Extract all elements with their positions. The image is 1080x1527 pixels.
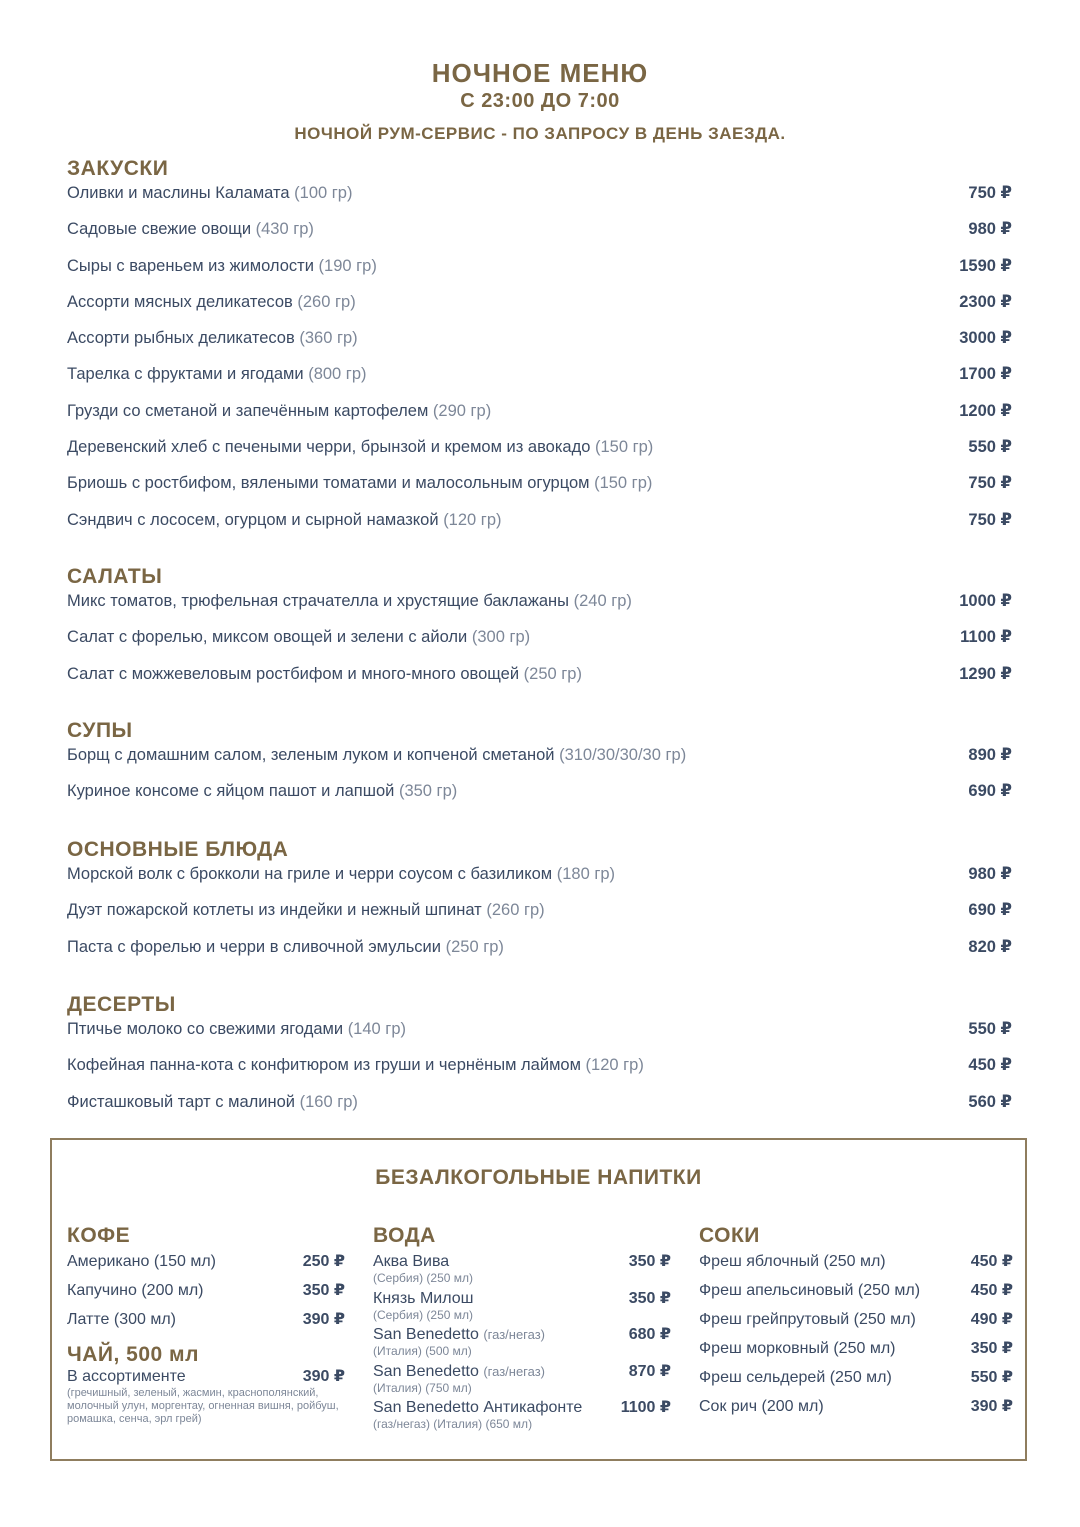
menu-item-text [67,626,530,648]
menu-item-name: Салат с форелью, миксом овощей и зелени с айоли [67,628,468,647]
menu-item-weight: (300 гр) [471,628,531,647]
juice-item-text [699,1281,920,1310]
menu-item-name: Кофейная панна-кота с конфитюром из груши и чернёным лаймом [67,1056,581,1075]
coffee-item [67,1281,345,1310]
menu-item-text [67,218,314,240]
menu-item-name: Грузди со сметаной и запечённым картофелем [67,401,429,420]
juice-volume: (250 мл) [829,1369,892,1386]
water-origin: (Италия) (750 мл) [373,1380,472,1395]
menu-item-weight: (120 гр) [443,510,502,529]
menu-item-text [67,744,686,766]
menu-item-weight: (250 гр) [445,937,504,956]
drinks-box [50,1138,1027,1461]
section-appetizers [67,156,1012,545]
menu-item-text [67,400,491,422]
menu-item-weight: (310/30/30/30 гр) [559,746,687,764]
menu-item [67,863,1012,899]
section-title: СУПЫ [67,719,133,742]
menu-item-name: Ассорти рыбных деликатесов [67,329,295,348]
juice-price: 450 ₽ [970,1253,1013,1270]
menu-item-weight: (350 гр) [398,782,458,801]
menu-item [67,1091,1012,1127]
menu-item-name: Сэндвич с лососем, огурцом и сырной намазкой [67,510,439,529]
section-main-dishes [67,837,1012,972]
tea-item [67,1367,345,1387]
juice-volume: (250 мл) [853,1311,916,1328]
juice-volume: (250 мл) [857,1282,921,1299]
menu-item-price: 550 ₽ [968,438,1012,457]
juice-name: Фреш яблочный [699,1253,820,1270]
water-item [373,1289,671,1326]
menu-item [67,626,1012,662]
water-price: 1100 ₽ [620,1399,671,1416]
water-price: 350 ₽ [628,1289,671,1307]
menu-item [67,218,1012,254]
menu-item-weight: (150 гр) [594,474,653,493]
water-item-text [373,1398,582,1418]
water-name: Князь Милош [373,1289,474,1307]
menu-item-price: 1290 ₽ [959,664,1012,683]
menu-item [67,436,1012,472]
menu-item-text [67,509,502,531]
section-salads [67,564,1012,699]
water-price: 870 ₽ [628,1362,671,1380]
menu-item-price: 1590 ₽ [959,256,1012,275]
tea-varieties: (гречишный, зеленый, жасмин, краснополянский, молочный улун, моргентау, огненная вишня, ройбуш, ромашка, сенча, эрл грей) [67,1387,339,1425]
water-origin: (Сербия) (250 мл) [373,1271,474,1285]
drinks-title: БЕЗАЛКОГОЛЬНЫЕ НАПИТКИ [375,1166,702,1189]
menu-item [67,291,1012,327]
juice-item [699,1310,1013,1339]
coffee-title: КОФЕ [67,1224,131,1247]
menu-item-weight: (160 гр) [299,1092,358,1111]
menu-item-weight: (140 гр) [347,1020,406,1038]
menu-item-name: Сыры с вареньем из жимолости [67,256,314,275]
section-title: ОСНОВНЫЕ БЛЮДА [67,838,289,861]
menu-item [67,936,1012,972]
menu-item [67,1054,1012,1090]
menu-item-name: Дуэт пожарской котлеты из индейки и нежный шпинат [67,901,482,920]
juices-column [699,1224,1013,1426]
water-note: (газ/негаз) [483,1327,546,1342]
menu-item-text [67,663,582,685]
menu-item-name: Морской волк с брокколи на гриле и черри соусом с базиликом [67,865,553,883]
juice-item-text [699,1310,916,1339]
menu-item-weight: (260 гр) [297,292,356,311]
tea-name: В ассортименте [67,1368,186,1385]
room-service-note: НОЧНОЙ РУМ-СЕРВИС - ПО ЗАПРОСУ В ДЕНЬ ЗАЕЗДА. [294,124,786,143]
menu-item-text [67,291,356,313]
water-item-line [373,1362,671,1382]
menu-item-price: 560 ₽ [968,1092,1012,1111]
menu-item-weight: (800 гр) [308,365,367,384]
menu-item-name: Оливки и маслины Каламата [67,184,290,202]
menu-item-name: Куриное консоме с яйцом пашот и лапшой [67,782,395,801]
menu-item [67,744,1012,780]
menu-item-price: 690 ₽ [968,782,1012,801]
juice-price: 450 ₽ [970,1282,1013,1299]
juice-name: Сок рич [699,1398,758,1415]
section-title: ДЕСЕРТЫ [67,993,176,1016]
juice-price: 490 ₽ [970,1311,1013,1328]
section-soups [67,718,1012,817]
menu-item-name: Деревенский хлеб с печеными черри, брынзой и кремом из авокадо [67,438,591,457]
menu-item [67,472,1012,508]
menu-item-weight: (360 гр) [299,329,358,348]
section-desserts [67,992,1012,1127]
juice-name: Фреш апельсиновый [699,1282,854,1299]
menu-item-text [67,436,653,458]
menu-item-text [67,182,352,204]
menu-item [67,663,1012,699]
menu-item-name: Микс томатов, трюфельная страчателла и хрустящие баклажаны [67,592,570,610]
juice-item [699,1397,1013,1426]
menu-item-price: 750 ₽ [968,474,1012,493]
coffee-tea-column [67,1224,345,1426]
juices-list [699,1252,1013,1426]
tea-title: ЧАЙ, 500 мл [67,1343,199,1366]
water-column [373,1224,671,1435]
water-name: Аква Вива [373,1253,450,1270]
menu-item-text [67,327,358,349]
menu-item [67,590,1012,626]
menu-item-price: 3000 ₽ [959,329,1012,348]
water-price: 350 ₽ [628,1253,671,1270]
juice-item [699,1368,1013,1397]
menu-item-weight: (180 гр) [556,865,616,883]
water-origin: (Сербия) (250 мл) [373,1307,474,1322]
juice-item-text [699,1368,892,1397]
menu-item-price: 690 ₽ [968,901,1012,920]
menu-item-text [67,1091,358,1113]
menu-item-name: Тарелка с фруктами и ягодами [67,365,304,384]
juice-volume: (250 мл) [823,1253,886,1270]
water-item-line [373,1398,671,1418]
menu-item-price: 980 ₽ [968,865,1012,883]
coffee-name: Американо [67,1253,150,1270]
section-title: САЛАТЫ [67,565,163,588]
water-item [373,1398,671,1435]
menu-item-price: 1200 ₽ [959,401,1012,420]
water-price: 680 ₽ [628,1326,671,1343]
juice-price: 350 ₽ [970,1340,1013,1357]
menu-item-text [67,780,457,802]
section-title: ЗАКУСКИ [67,157,169,180]
menu-item-price: 750 ₽ [968,184,1012,202]
water-item [373,1362,671,1399]
juice-item [699,1339,1013,1368]
coffee-item-text [67,1281,203,1310]
menu-item-price: 2300 ₽ [959,292,1012,311]
menu-item-text [67,863,615,885]
menu-item [67,255,1012,291]
water-origin: (Италия) (500 мл) [373,1344,472,1358]
water-item [373,1325,671,1362]
menu-item-weight: (150 гр) [595,438,654,457]
water-item-text [373,1252,449,1272]
coffee-price: 390 ₽ [302,1311,345,1328]
menu-item [67,400,1012,436]
juice-volume: (250 мл) [833,1340,896,1357]
coffee-price: 250 ₽ [302,1253,345,1270]
menu-item-name: Салат с можжевеловым ростбифом и много-много овощей [67,664,520,683]
coffee-item [67,1310,345,1339]
menu-item-text [67,1018,406,1040]
menu-item-name: Садовые свежие овощи [67,220,252,239]
tea-price: 390 ₽ [302,1368,345,1385]
water-origin: (газ/негаз) (Италия) (650 мл) [373,1417,533,1431]
menu-item-weight: (250 гр) [523,664,582,683]
menu-item-weight: (120 гр) [585,1056,644,1075]
menu-item [67,1018,1012,1054]
water-item [373,1252,671,1289]
coffee-price: 350 ₽ [302,1282,345,1299]
water-title: ВОДА [373,1224,436,1247]
menu-item-text [67,590,632,612]
water-name: San Benedetto [373,1326,479,1343]
menu-item-weight: (430 гр) [255,220,314,239]
juice-price: 550 ₽ [970,1369,1013,1386]
water-name: San Benedetto Антикафонте [373,1399,583,1416]
juice-name: Фреш грейпрутовый [699,1311,850,1328]
menu-item-text [67,255,377,277]
water-item-line [373,1252,671,1272]
menu-item-weight: (100 гр) [294,184,353,202]
menu-item [67,363,1012,399]
water-item-text [373,1325,545,1345]
menu-item-name: Бриошь с ростбифом, вялеными томатами и малосольным огурцом [67,474,590,493]
coffee-list [67,1252,345,1339]
menu-item [67,780,1012,816]
coffee-volume: (300 мл) [113,1311,177,1328]
water-list [373,1252,671,1435]
menu-item-text [67,1054,644,1076]
menu-item-weight: (290 гр) [432,401,492,420]
juice-price: 390 ₽ [970,1398,1013,1415]
water-note: (газ/негаз) [483,1363,546,1379]
menu-item-price: 550 ₽ [968,1020,1012,1038]
juices-title: СОКИ [699,1224,760,1247]
menu-item-text [67,472,652,494]
juice-name: Фреш морковный [699,1340,829,1357]
menu-item-weight: (190 гр) [318,256,377,275]
menu-item-weight: (260 гр) [486,901,545,920]
juice-volume: (200 мл) [761,1398,824,1415]
coffee-volume: (200 мл) [141,1282,204,1299]
juice-item [699,1281,1013,1310]
coffee-name: Капучино [67,1282,137,1299]
menu-item-price: 750 ₽ [968,510,1012,529]
page-title: НОЧНОЕ МЕНЮ [431,58,649,88]
water-item-text [373,1289,473,1309]
menu-item [67,899,1012,935]
menu-item-weight: (240 гр) [573,592,632,610]
menu-item-price: 820 ₽ [968,937,1012,956]
water-item-line [373,1325,671,1345]
menu-item-price: 1100 ₽ [960,628,1012,647]
water-item-text [373,1362,545,1382]
juice-name: Фреш сельдерей [699,1369,826,1386]
coffee-item [67,1252,345,1281]
menu-item-name: Борщ с домашним салом, зеленым луком и копченой сметаной [67,746,555,764]
menu-item-text [67,363,367,385]
coffee-name: Латте [67,1311,110,1328]
juice-item-text [699,1252,886,1281]
menu-item-name: Фисташковый тарт с малиной [67,1092,296,1111]
juice-item-text [699,1339,895,1368]
juice-item [699,1252,1013,1281]
juice-item-text [699,1397,824,1426]
menu-item [67,327,1012,363]
coffee-item-text [67,1252,216,1281]
menu-item-price: 980 ₽ [968,220,1012,239]
menu-item-price: 450 ₽ [968,1056,1012,1075]
coffee-volume: (150 мл) [153,1253,216,1270]
menu-item-price: 1700 ₽ [959,365,1012,384]
menu-item-name: Ассорти мясных деликатесов [67,292,293,311]
service-hours: С 23:00 ДО 7:00 [460,90,620,112]
menu-item [67,509,1012,545]
menu-item-text [67,936,504,958]
menu-item-name: Птичье молоко со свежими ягодами [67,1020,344,1038]
coffee-item-text [67,1310,176,1339]
menu-item-price: 890 ₽ [968,746,1012,764]
menu-item [67,182,1012,218]
water-item-line [373,1289,671,1309]
menu-item-name: Паста с форелью и черри в сливочной эмульсии [67,937,441,956]
water-name: San Benedetto [373,1362,479,1380]
menu-item-text [67,899,545,921]
menu-item-price: 1000 ₽ [959,592,1012,610]
